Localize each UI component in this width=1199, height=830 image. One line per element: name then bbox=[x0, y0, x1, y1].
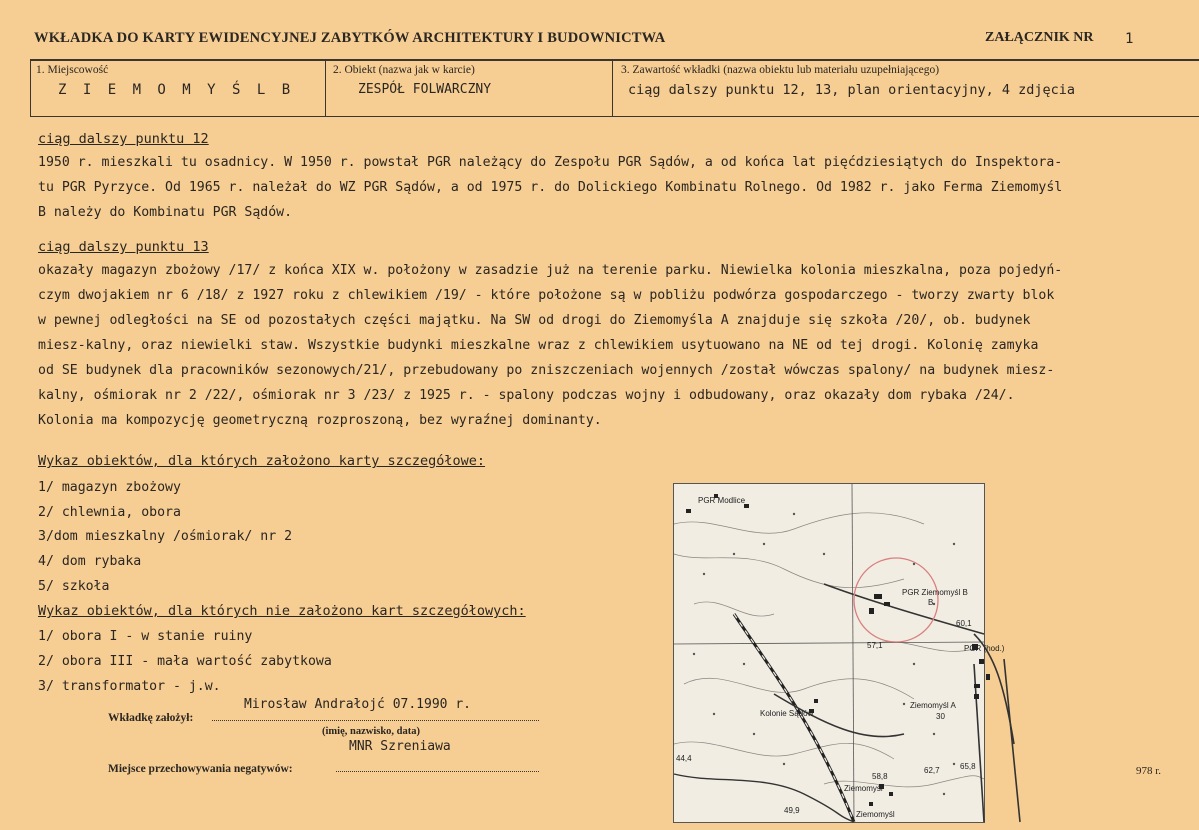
map-label: 58,8 bbox=[872, 772, 888, 781]
author-hint: (imię, nazwisko, data) bbox=[322, 726, 420, 737]
object-label: 2. Obiekt (nazwa jak w karcie) bbox=[333, 64, 475, 76]
fields-bottom-rule bbox=[30, 116, 1199, 117]
form-title: WKŁADKA DO KARTY EWIDENCYJNEJ ZABYTKÓW ARCHITEKTURY I BUDOWNICTWA bbox=[34, 30, 666, 46]
field-divider-1 bbox=[325, 60, 326, 116]
text-line: czym dwojakiem nr 6 /18/ z 1927 roku z chlewikiem /19/ - które położone są w pobliżu podwórza gospodarczego - tworzy zwarty blok bbox=[38, 288, 1055, 303]
map-label: 60,1 bbox=[956, 619, 972, 628]
text-line: 1950 r. mieszkali tu osadnicy. W 1950 r. powstał PGR należący do Zespołu PGR Sądów, a od końca lat pięćdziesiątych do Inspektora- bbox=[38, 155, 1063, 170]
map-year: 978 r. bbox=[1136, 765, 1162, 777]
list-item: 1/ obora I - w stanie ruiny bbox=[38, 629, 253, 644]
map-label: 65,8 bbox=[960, 762, 976, 771]
with-cards-heading: Wykaz obiektów, dla których założono karty szczegółowe: bbox=[38, 453, 486, 469]
content-label: 3. Zawartość wkładki (nazwa obiektu lub materiału uzupełniającego) bbox=[621, 64, 940, 76]
list-item: 2/ chlewnia, obora bbox=[38, 505, 181, 520]
annex-label: ZAŁĄCZNIK NR bbox=[985, 30, 1094, 45]
author-label: Wkładkę założył: bbox=[108, 712, 194, 724]
section-13-text bbox=[38, 258, 1062, 433]
author-value: Mirosław Andrałojć 07.1990 r. bbox=[244, 697, 471, 712]
text-line: tu PGR Pyrzyce. Od 1965 r. należał do WZ PGR Sądów, a od 1975 r. do Dolickiego Kombinatu Rolnego. Od 1982 r. jako Ferma Ziemomyśl bbox=[38, 180, 1063, 195]
author-dotted-line bbox=[212, 720, 539, 722]
list-item: 3/dom mieszkalny /ośmiorak/ nr 2 bbox=[38, 529, 293, 544]
map-label: 62,7 bbox=[924, 766, 940, 775]
list-item: 3/ transformator - j.w. bbox=[38, 679, 221, 694]
object-value: ZESPÓŁ FOLWARCZNY bbox=[358, 82, 492, 97]
list-item: 4/ dom rybaka bbox=[38, 554, 142, 569]
map-label: PGR Ziemomyśl B bbox=[902, 588, 968, 597]
text-line: Kolonia ma kompozycję geometryczną rozproszoną, bez wyraźnej dominanty. bbox=[38, 413, 602, 428]
text-line: miesz-kalny, oraz niewielki staw. Wszystkie budynki mieszkalne wraz z chlewikiem usytuowano na NE od tej drogi. Kolonię zamyka bbox=[38, 338, 1039, 353]
section-12-text bbox=[38, 150, 1062, 225]
list-item: 2/ obora III - mała wartość zabytkowa bbox=[38, 654, 332, 669]
map-label: PGR Modlice bbox=[698, 496, 746, 505]
storage-value: MNR Szreniawa bbox=[349, 739, 451, 754]
map-label: 44,4 bbox=[676, 754, 692, 763]
map-label: 57,1 bbox=[867, 641, 883, 650]
field-left-edge bbox=[30, 60, 31, 117]
without-cards-heading: Wykaz obiektów, dla których nie założono kart szczegółowych: bbox=[38, 603, 526, 619]
map-label: Ziemomyśl bbox=[856, 810, 895, 819]
map-label: Ziemomyśl bbox=[844, 784, 883, 793]
storage-label: Miejsce przechowywania negatywów: bbox=[108, 763, 293, 775]
text-line: okazały magazyn zbożowy /17/ z końca XIX w. położony w zasadzie już na terenie parku. Niewielka kolonia mieszkalna, poza pojedyń- bbox=[38, 263, 1063, 278]
map-label: PGR (hod.) bbox=[964, 644, 1005, 653]
orientation-map bbox=[673, 483, 1005, 823]
map-label: 30 bbox=[936, 712, 945, 721]
storage-dotted-line bbox=[336, 771, 539, 773]
locality-value: Z I E M O M Y Ś L B bbox=[58, 82, 295, 98]
locality-label: 1. Miejscowość bbox=[36, 64, 109, 76]
text-line: B należy do Kombinatu PGR Sądów. bbox=[38, 205, 293, 220]
header-rule bbox=[30, 59, 1199, 61]
annex-number: 1 bbox=[1125, 31, 1134, 47]
field-divider-2 bbox=[612, 60, 613, 116]
list-item: 5/ szkoła bbox=[38, 579, 110, 594]
map-label: Ziemomyśl A bbox=[910, 701, 956, 710]
map-label: B bbox=[928, 598, 934, 607]
list-item: 1/ magazyn zbożowy bbox=[38, 480, 181, 495]
section-13-heading: ciąg dalszy punktu 13 bbox=[38, 239, 209, 255]
map-label: Kolonie Sądów bbox=[760, 709, 814, 718]
text-line: od SE budynek dla pracowników sezonowych/21/, przebudowany po zniszczeniach wojennych /został wówczas spalony/ na budynek miesz- bbox=[38, 363, 1055, 378]
section-12-heading: ciąg dalszy punktu 12 bbox=[38, 131, 209, 147]
content-value: ciąg dalszy punktu 12, 13, plan orientacyjny, 4 zdjęcia bbox=[628, 82, 1076, 98]
text-line: kalny, ośmiorak nr 2 /22/, ośmiorak nr 3 /23/ z 1925 r. - spalony podczas wojny i odbudowany, oraz okazały dom rybaka /24/. bbox=[38, 388, 1015, 403]
text-line: w pewnej odległości na SE od pozostałych części majątku. Na SW od drogi do Ziemomyśla A znajduje się szkoła /20/, ob. budynek bbox=[38, 313, 1031, 328]
map-label: 49,9 bbox=[784, 806, 800, 815]
